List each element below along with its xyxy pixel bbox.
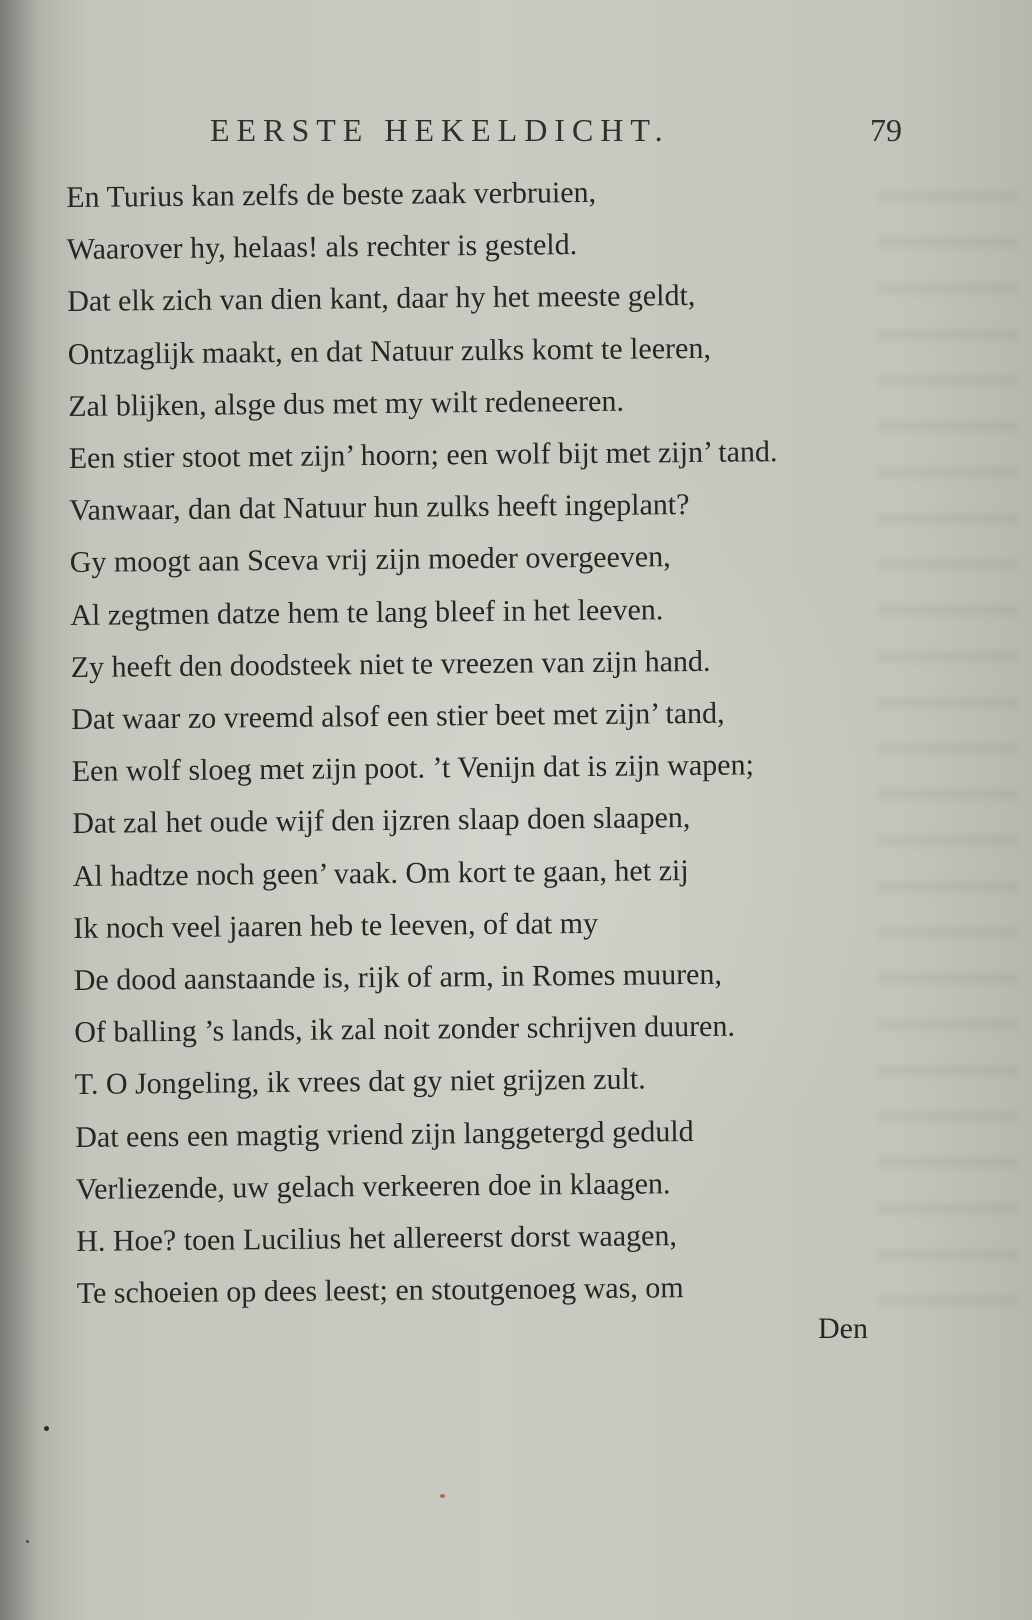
verse-line: Een wolf sloeg met zijn poot. ’t Venijn dat is zijn wapen; xyxy=(71,748,754,789)
catchword: Den xyxy=(818,1312,868,1345)
page-number: 79 xyxy=(870,112,902,148)
verse-line: Dat waar zo vreemd alsof een stier beet met zijn’ tand, xyxy=(71,696,725,737)
verse-line: Dat zal het oude wijf den ijzren slaap doen slaapen, xyxy=(72,801,691,841)
verse-line: Dat elk zich van dien kant, daar hy het meeste geldt, xyxy=(67,279,696,319)
verse-line: Zy heeft den doodsteek niet te vreezen van zijn hand. xyxy=(70,644,711,684)
verse-line: Te schoeien op dees leest; en stoutgenoeg was, om xyxy=(76,1271,684,1311)
verse-line: Een stier stoot met zijn’ hoorn; een wolf bijt met zijn’ tand. xyxy=(68,435,778,476)
verse-line: De dood aanstaande is, rijk of arm, in Romes muuren, xyxy=(73,957,723,998)
verse-line: Gy moogt aan Sceva vrij zijn moeder overgeeven, xyxy=(69,540,671,580)
verse-line: Verliezende, uw gelach verkeeren doe in klaagen. xyxy=(75,1167,671,1206)
verse-line: Al zegtmen datze hem te lang bleef in het leeven. xyxy=(70,592,664,632)
paper-speck xyxy=(440,1494,445,1498)
verse-line: Dat eens een magtig vriend zijn langgetergd geduld xyxy=(75,1114,694,1154)
gutter-shadow xyxy=(0,0,40,1620)
verse-line: T. O Jongeling, ik vrees dat gy niet grijzen zult. xyxy=(74,1062,646,1102)
verse-line: H. Hoe? toen Lucilius het allereerst dorst waagen, xyxy=(76,1219,678,1259)
paper-speck xyxy=(44,1426,49,1431)
verse-line: Waarover hy, helaas! als rechter is gesteld. xyxy=(66,228,578,267)
verse-line: Of balling ’s lands, ik zal noit zonder schrijven duuren. xyxy=(74,1009,736,1050)
verse-line: Al hadtze noch geen’ vaak. Om kort te gaan, het zij xyxy=(72,853,689,893)
verse-line: Ik noch veel jaaren heb te leeven, of dat my xyxy=(73,906,599,945)
running-head: EERSTE HEKELDICHT. xyxy=(210,112,670,148)
verse-line: Vanwaar, dan dat Natuur hun zulks heeft ingeplant? xyxy=(69,488,690,528)
paper-speck xyxy=(26,1540,29,1543)
verse-line: En Turius kan zelfs de beste zaak verbruien, xyxy=(66,175,597,214)
verse-line: Zal blijken, alsge dus met my wilt redeneeren. xyxy=(68,384,625,423)
verse-line: Ontzaglijk maakt, en dat Natuur zulks komt te leeren, xyxy=(67,331,712,371)
verse-block xyxy=(66,164,917,1320)
